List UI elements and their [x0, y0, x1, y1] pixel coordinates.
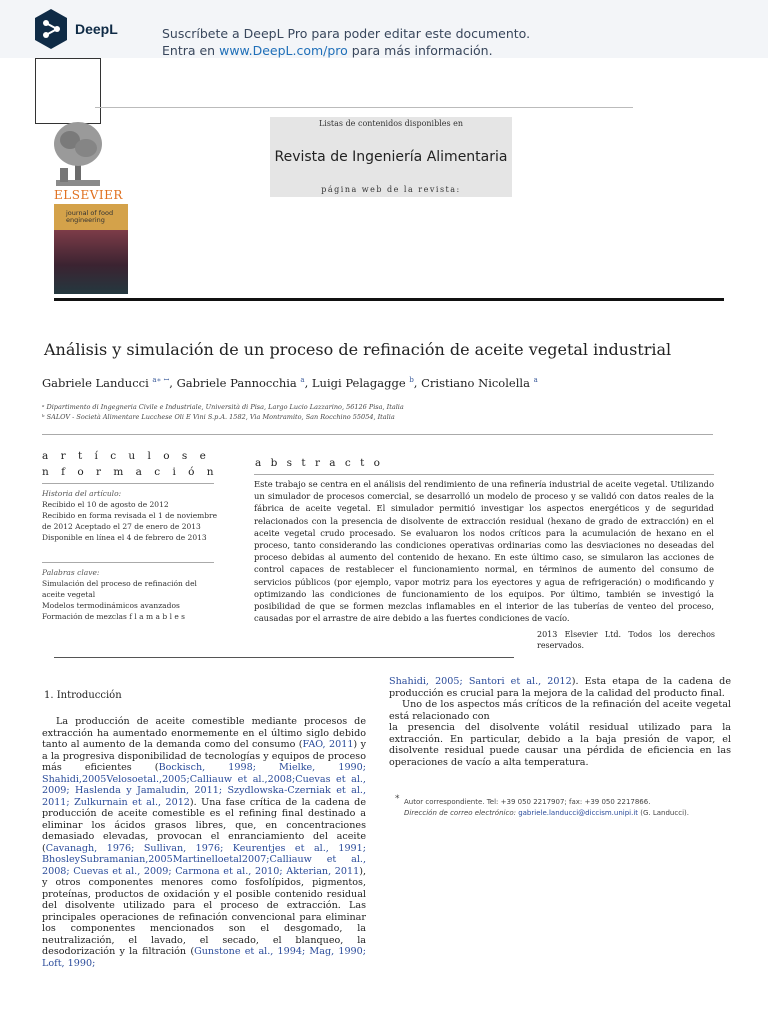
- journal-homepage-text: página web de la revista:: [321, 185, 461, 194]
- abstract-heading: a b s t r a c t o: [255, 457, 383, 469]
- author-marker[interactable]: a: [533, 376, 538, 385]
- body-divider: [54, 657, 514, 658]
- journal-info-box: [270, 117, 512, 197]
- article-title: Análisis y simulación de un proceso de refinación de aceite vegetal industrial: [44, 340, 672, 359]
- email-label: Dirección de correo electrónico:: [404, 809, 519, 817]
- history-received: Recibido el 10 de agosto de 2012: [42, 500, 169, 509]
- author-name[interactable]: Gabriele Pannocchia: [176, 376, 297, 390]
- deepl-pro-link[interactable]: www.DeepL.com/pro: [219, 43, 348, 58]
- keyword-item: Modelos termodinámicos avanzados: [42, 601, 180, 610]
- article-info-divider: [42, 483, 214, 484]
- promo-suffix: para más información.: [347, 43, 493, 58]
- author-marker[interactable]: a: [300, 376, 305, 385]
- journal-cover[interactable]: [54, 204, 128, 294]
- elsevier-wordmark: ELSEVIER: [54, 188, 123, 202]
- header-divider: [95, 107, 633, 108]
- keyword-item: Simulación del proceso de refinación del aceite vegetal: [42, 579, 197, 599]
- citation-link[interactable]: Cavanagh, 1976; Sullivan, 1976; Keurentjes et al., 1991; BhosleySubramanian,2005Martinelloetal2007;Calliauw et al., 2008; Cuevas et al., 2009; Carmona et al., 2010; Akterian, 2011: [42, 842, 366, 877]
- citation-link[interactable]: FAO, 2011: [302, 739, 354, 750]
- intro-text: ), y otros componentes menores como fosfolípidos, pigmentos, proteínas, productos de oxidación y el posible contenido residual del disolvente utilizado para el proceso de extracción. Las principales operaciones de refinación convencional para eliminar los componentes mencionados son el desgomado, la neutralización, el lavado, el secado, el blanqueo, la desodorización y la filtración (: [42, 865, 366, 957]
- intro-column-1: [42, 716, 366, 969]
- intro-text: ). Esta etapa de la cadena de producción es crucial para la mejora de la calidad del producto final.: [389, 676, 731, 699]
- footnote-contact: Autor correspondiente. Tel: +39 050 2217907; fax: +39 050 2217866.: [404, 798, 651, 806]
- section-heading-introduction: 1. Introducción: [44, 690, 122, 701]
- intro-text: ). Una fase crítica de la cadena de producción de aceite comestible es el refining final destinado a eliminar los ácidos grasos libres, que, en concentraciones demasiado elevadas, provocan el enranciamiento del aceite (: [42, 796, 366, 854]
- cover-image: [54, 230, 128, 294]
- author-list: Gabriele Landucci $^{a∗ ꟷ}$, Gabriele Pannocchia $^a$, Luigi Pelagagge $^b$, Cristiano Nicolella $^a$: [42, 376, 538, 390]
- keywords: [42, 567, 222, 622]
- abstract-divider: [254, 474, 714, 475]
- journal-name[interactable]: Revista de Ingeniería Alimentaria: [274, 149, 508, 165]
- intro-text: ) y a la progresiva disponibilidad de tecnologías y equipos de proceso más eficientes (: [42, 739, 366, 773]
- keywords-label: Palabras clave:: [42, 568, 100, 577]
- author-name[interactable]: Gabriele Landucci: [42, 376, 149, 390]
- history-divider: [42, 562, 214, 563]
- affiliation-divider: [42, 434, 713, 435]
- intro-text: La producción de aceite comestible mediante procesos de extracción ha aumentado enormemente en el último siglo debido tanto al aumento de la demanda como del consumo (: [42, 716, 366, 750]
- affiliation-b: ᵇ SALOV - Società Alimentare Lucchese Oli E Vini S.p.A. 1582, Via Montramito, San Rocchino 55054, Italia: [42, 413, 395, 421]
- copyright-notice: 2013 Elsevier Ltd. Todos los derechos reservados.: [537, 630, 715, 650]
- intro-column-2: [389, 676, 731, 768]
- footnote: [395, 794, 737, 819]
- cover-title: journal of food engineering: [66, 209, 114, 224]
- elsevier-tree-icon: [52, 118, 104, 190]
- deepl-logo-icon: [33, 8, 69, 50]
- intro-text: Uno de los aspectos más críticos de la refinación del aceite vegetal está relacionado con: [389, 699, 731, 722]
- citation-link[interactable]: Shahidi, 2005; Santori et al., 2012: [389, 676, 572, 687]
- article-info-heading: a r t í c u l o s e n f o r m a c i ó n: [42, 450, 219, 478]
- affiliation-a: ᵃ Dipartimento di Ingegneria Civile e Industriale, Università di Pisa, Largo Lucio Lazzarino, 56126 Pisa, Italia: [42, 403, 404, 411]
- author-marker[interactable]: a∗ ꟷ: [152, 376, 170, 385]
- deepl-banner: [0, 0, 768, 58]
- citation-link[interactable]: Gunstone et al., 1994; Mag, 1990; Loft, 1990;: [42, 946, 366, 969]
- deepl-logo[interactable]: [33, 6, 133, 52]
- deepl-logo-text: DeepL: [75, 21, 118, 37]
- contents-available-text: Listas de contenidos disponibles en: [318, 119, 464, 128]
- history-revised: Recibido en forma revisada el 1 de noviembre de 2012 Aceptado el 27 de enero de 2013: [42, 511, 218, 531]
- deepl-promo-text: [162, 25, 530, 59]
- article-history: [42, 488, 222, 543]
- intro-text: la presencia del disolvente volátil residual utilizado para la extracción. En particular, debido a la baja presión de vapor, el disolvente residual puede causar una pérdida de eficiencia en las operaciones de vacío a alta temperatura.: [389, 722, 731, 768]
- promo-line-2: [162, 42, 530, 59]
- citation-link[interactable]: Bockisch, 1998; Mielke, 1990; Shahidi,2005Velosoetal.,2005;Calliauw et al.,2008;Cuevas et al., 2009; Haslenda y Jamaludin, 2011; Szydlowska-Czerniak et al., 2011; Zulkurnain et al., 2012: [42, 762, 366, 808]
- author-name[interactable]: Luigi Pelagagge: [311, 376, 406, 390]
- blank-placeholder-box: [35, 58, 101, 124]
- header-rule: [54, 298, 724, 301]
- promo-prefix: Entra en: [162, 43, 220, 58]
- promo-line-1: Suscríbete a DeepL Pro para poder editar este documento.: [162, 26, 531, 41]
- author-name[interactable]: Cristiano Nicolella: [421, 376, 530, 390]
- footnote-email-line: [397, 808, 737, 819]
- author-marker[interactable]: b: [409, 376, 414, 385]
- abstract-text: Este trabajo se centra en el análisis del rendimiento de una refinería industrial de aceite vegetal. Utilizando un simulador de procesos comercial, se desarrolló un modelo de proceso y se validó con datos reales de la fábrica de aceite vegetal. El simulador permitió investigar los aspectos energéticos y de seguridad relacionados con la presencia de disolvente de extracción residual (hexano de grado de extracción) en el aceite vegetal crudo procesado. Se evaluaron los nodos críticos para la acumulación de hexano en el proceso, tanto considerando las condiciones operativas ordinarias como las desviaciones no deseadas del proceso debidas al aumento del contenido de hexano. En este último caso, se simularon las acciones de control capaces de restablecer el funcionamiento normal, en términos de aumento del consumo de servicios públicos (por ejemplo, vapor motriz para los eyectores y agua de refrigeración) o modificando y optimizando las condiciones de funcionamiento de los equipos. Por último, también se investigó la posibilidad de que se formen mezclas inflamables en el interior de las tuberías de venteo del proceso, causadas por el arrastre de aire debido a las fuertes condiciones de vacío.: [254, 479, 714, 624]
- email-link[interactable]: gabriele.landucci@diccism.unipi.it: [518, 809, 639, 817]
- footnote-marker: *: [395, 794, 400, 804]
- history-label: Historia del artículo:: [42, 489, 122, 498]
- history-online: Disponible en línea el 4 de febrero de 2013: [42, 533, 207, 542]
- email-suffix: (G. Landucci).: [638, 809, 689, 817]
- keyword-item: Formación de mezclas f l a m a b l e s: [42, 612, 186, 621]
